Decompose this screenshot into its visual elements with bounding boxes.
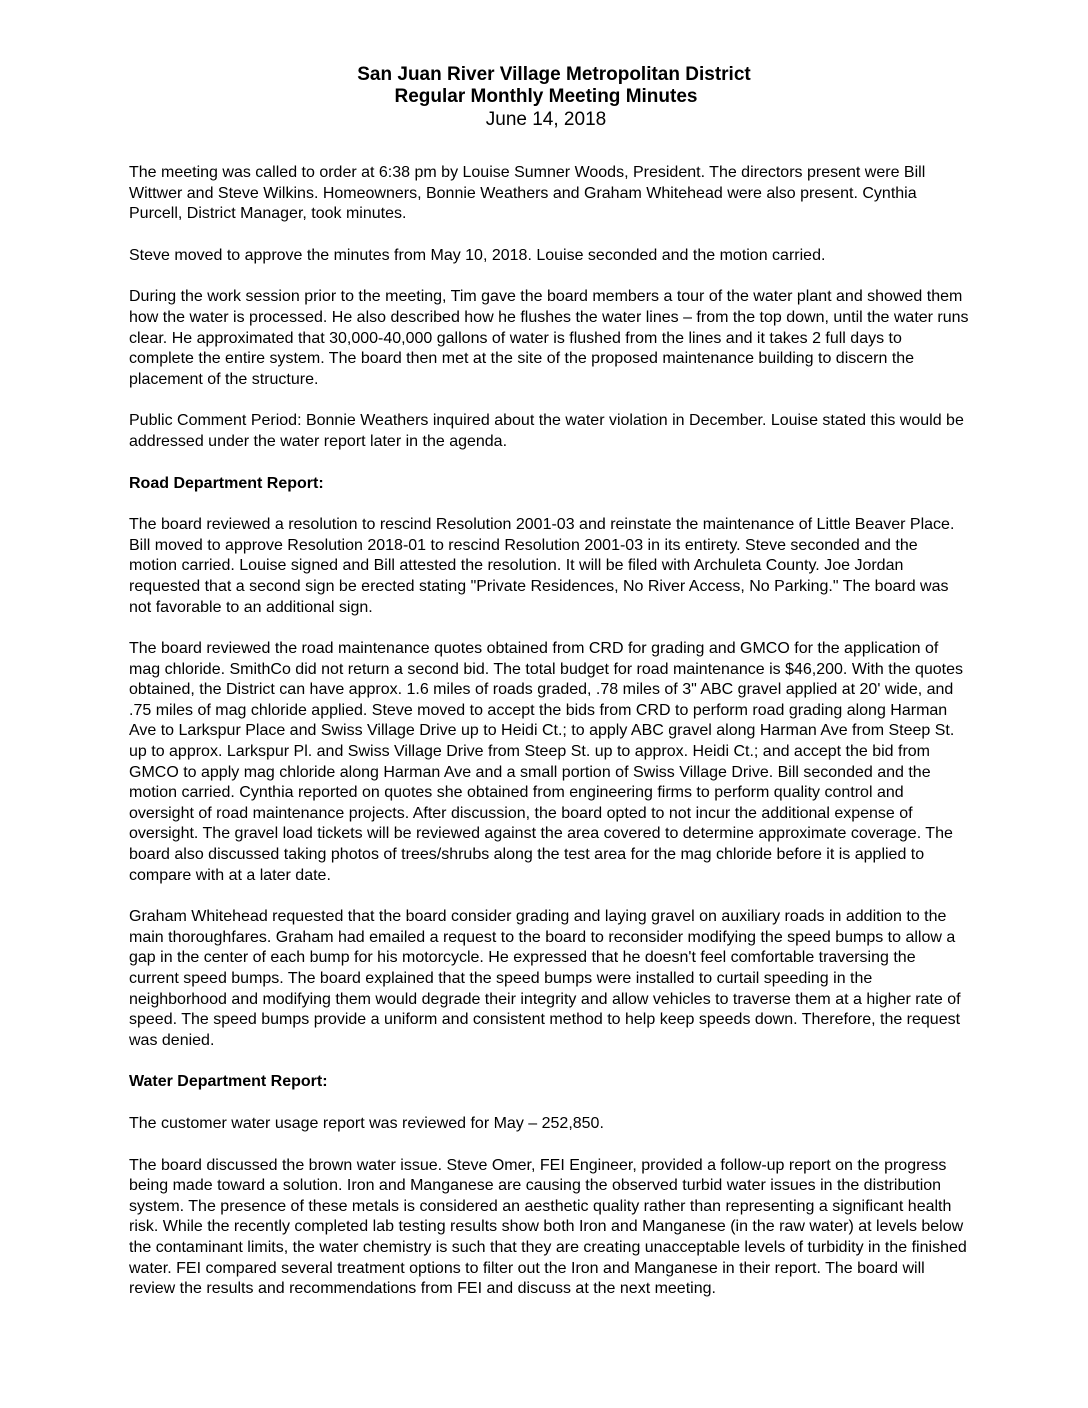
speed-bumps-paragraph: Graham Whitehead requested that the board consider grading and laying gravel on auxiliary roads in addition to the main thoroughfares. Graham had emailed a request to the board to reconsider modifying the speed bumps to allow a gap in the center of each bump for his motorcycle. He expressed that he doesn't feel comfortable traversing the current speed bumps. The board explained that the speed bumps were installed to curtail speeding in the neighborhood and modifying them would degrade their integrity and allow vehicles to traverse them at a higher rate of speed. The speed bumps provide a uniform and consistent method to help keep speeds down. Therefore, the request was denied.	[129, 908, 961, 1049]
district-title: San Juan River Village Metropolitan District	[357, 64, 751, 85]
road-maintenance-paragraph: The board reviewed the road maintenance quotes obtained from CRD for grading and GMCO for the application of mag chloride. SmithCo did not return a second bid. The total budget for road maintenance is $46,200. With the quotes obtained, the District can have approx. 1.6 miles of roads graded, .78 miles of 3" ABC gravel applied at 20' wide, and .75 miles of mag chloride applied. Steve moved to accept the bids from CRD to perform road grading along Harman Ave to Larkspur Place and Swiss Village Drive up to Heidi Ct.; to apply ABC gravel along Harman Ave from Steep St. up to approx. Larkspur Pl. and Swiss Village Drive from Steep St. up to approx. Heidi Ct.; and accept the bid from GMCO to apply mag chloride along Harman Ave and a small portion of Swiss Village Drive. Bill seconded and the motion carried. Cynthia reported on quotes she obtained from engineering firms to perform quality control and oversight of road maintenance projects. After discussion, the board opted to not incur the additional expense of oversight. The gravel load tickets will be reviewed against the area covered to determine approximate coverage. The board also discussed taking photos of trees/shrubs along the test area for the mag chloride before it is applied to compare with at a later date.	[129, 640, 963, 884]
minutes-body	[129, 163, 969, 1321]
call-to-order-paragraph: The meeting was called to order at 6:38 pm by Louise Sumner Woods, President. The directors present were Bill Wittwer and Steve Wilkins. Homeowners, Bonnie Weathers and Graham Whitehead were also present. Cynthia Purcell, District Manager, took minutes.	[129, 164, 926, 223]
road-department-heading: Road Department Report:	[129, 474, 324, 492]
minutes-title: Regular Monthly Meeting Minutes	[394, 86, 698, 107]
water-usage-paragraph: The customer water usage report was reviewed for May – 252,850.	[129, 1114, 604, 1132]
document-header	[0, 64, 1088, 132]
brown-water-paragraph: The board discussed the brown water issue. Steve Omer, FEI Engineer, provided a follow-up report on the progress being made toward a solution. Iron and Manganese are causing the observed turbid water issues in the distribution system. The presence of these metals is considered an aesthetic quality rather than representing a significant health risk. While the recently completed lab testing results show both Iron and Manganese (in the raw water) at levels below the contaminant limits, the water chemistry is such that they are creating unacceptable levels of turbidity in the finished water. FEI compared several treatment options to filter out the Iron and Manganese in their report. The board will review the results and recommendations from FEI and discuss at the next meeting.	[129, 1156, 967, 1298]
work-session-paragraph: During the work session prior to the meeting, Tim gave the board members a tour of the water plant and showed them how the water is processed. He also described how he flushes the water lines – from the top down, until the water runs clear. He approximated that 30,000-40,000 gallons of water is flushed from the lines and it takes 2 full days to complete the entire system. The board then met at the site of the proposed maintenance building to discern the placement of the structure.	[129, 288, 969, 388]
public-comment-paragraph: Public Comment Period: Bonnie Weathers inquired about the water violation in December. Louise stated this would be addressed under the water report later in the agenda.	[129, 412, 964, 450]
water-department-heading: Water Department Report:	[129, 1073, 328, 1091]
resolution-paragraph: The board reviewed a resolution to rescind Resolution 2001-03 and reinstate the maintenance of Little Beaver Place. Bill moved to approve Resolution 2018-01 to rescind Resolution 2001-03 in its entirety. Steve seconded and the motion carried. Louise signed and Bill attested the resolution. It will be filed with Archuleta County. Joe Jordan requested that a second sign be erected stating "Private Residences, No River Access, No Parking." The board was not favorable to an additional sign.	[129, 516, 955, 616]
approve-minutes-paragraph: Steve moved to approve the minutes from May 10, 2018. Louise seconded and the motion carried.	[129, 246, 826, 264]
meeting-date: June 14, 2018	[485, 109, 607, 130]
